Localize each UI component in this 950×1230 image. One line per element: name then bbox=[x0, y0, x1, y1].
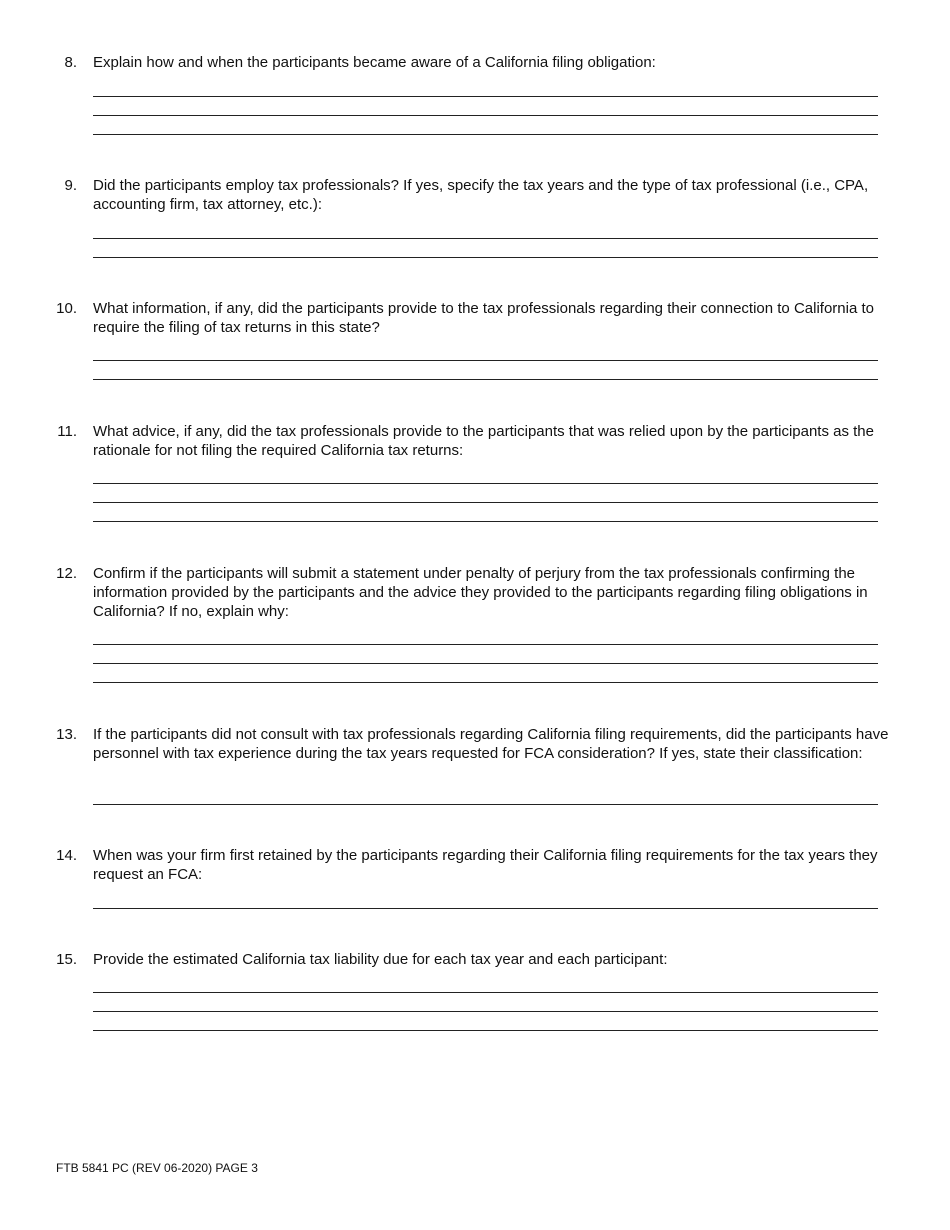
question-number: 15. bbox=[56, 951, 77, 968]
answer-line[interactable] bbox=[93, 483, 878, 484]
question-text: When was your firm first retained by the participants regarding their California filing requirements for the tax years they request an FCA: bbox=[93, 847, 878, 883]
question-number: 14. bbox=[56, 847, 77, 864]
question-text: Confirm if the participants will submit a statement under penalty of perjury from the tax professionals confirming the information provided by the participants and the advice they provided to the participants regarding filing obligations in California? If no, explain why: bbox=[93, 565, 868, 620]
answer-line[interactable] bbox=[93, 1030, 878, 1031]
question-text: What information, if any, did the participants provide to the tax professionals regarding their connection to California to require the filing of tax returns in this state? bbox=[93, 300, 874, 336]
question-text: What advice, if any, did the tax professionals provide to the participants that was relied upon by the participants as the rationale for not filing the required California tax returns: bbox=[93, 423, 874, 459]
answer-line[interactable] bbox=[93, 502, 878, 503]
question-text: Did the participants employ tax professionals? If yes, specify the tax years and the type of tax professional (i.e., CPA, accounting firm, tax attorney, etc.): bbox=[93, 177, 869, 213]
answer-line[interactable] bbox=[93, 257, 878, 258]
question-text: If the participants did not consult with tax professionals regarding California filing requirements, did the participants have personnel with tax experience during the tax years requested for FCA consideration? If yes, state their classification: bbox=[93, 726, 889, 762]
form-footer: FTB 5841 PC (REV 06-2020) PAGE 3 bbox=[56, 1161, 258, 1175]
question-number: 9. bbox=[64, 177, 77, 194]
answer-line[interactable] bbox=[93, 238, 878, 239]
answer-line[interactable] bbox=[93, 804, 878, 805]
question-number: 8. bbox=[64, 54, 77, 71]
answer-line[interactable] bbox=[93, 379, 878, 380]
question-text: Explain how and when the participants became aware of a California filing obligation: bbox=[93, 54, 656, 71]
answer-line[interactable] bbox=[93, 663, 878, 664]
answer-line[interactable] bbox=[93, 1011, 878, 1012]
question-number: 10. bbox=[56, 300, 77, 317]
answer-line[interactable] bbox=[93, 682, 878, 683]
answer-line[interactable] bbox=[93, 908, 878, 909]
question-number: 12. bbox=[56, 565, 77, 582]
answer-line[interactable] bbox=[93, 992, 878, 993]
question-text: Provide the estimated California tax liability due for each tax year and each participant: bbox=[93, 951, 668, 968]
answer-line[interactable] bbox=[93, 96, 878, 97]
answer-line[interactable] bbox=[93, 644, 878, 645]
answer-line[interactable] bbox=[93, 115, 878, 116]
question-number: 13. bbox=[56, 726, 77, 743]
answer-line[interactable] bbox=[93, 521, 878, 522]
question-number: 11. bbox=[57, 423, 77, 440]
answer-line[interactable] bbox=[93, 360, 878, 361]
answer-line[interactable] bbox=[93, 134, 878, 135]
